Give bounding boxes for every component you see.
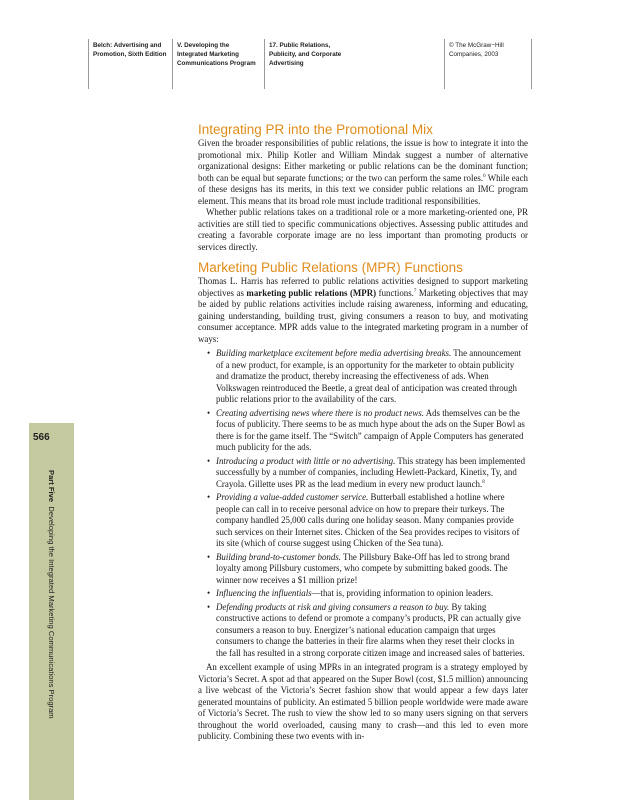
- bullet-text: By taking constructive actions to defend or promote a company’s products, PR can actually give consumers a reason to buy. Energizer’s national education campaign that urges consumers to change the batteries in their fire alarms when they reset their clocks in the fall has resulted in a strong corporate citizen image and increased sales of batteries.: [216, 601, 525, 658]
- bullet-text: Butterball established a hotline where people can call in to receive personal advice on how to prepare their turkeys. The company handled 25,000 calls during one holiday season. Many companies provide such services on their Internet sites. Chicken of the Sea provides recipes to visitors of its site (which of course suggest using Chicken of the Sea tuna).: [216, 492, 520, 548]
- bullet-title: Defending products at risk and giving consumers a reason to buy.: [216, 601, 450, 612]
- bullet-text: The Pillsbury Bake-Off has led to strong brand loyalty among Pillsbury customers, who compete by submitting baked goods. The winner now receives a $1 million prize!: [216, 551, 510, 585]
- bullet-title: Creating advertising news where there is no product news.: [216, 407, 424, 418]
- header-line: Belch: Advertising and: [93, 42, 162, 49]
- paragraph: [198, 276, 528, 345]
- bullet-title: Building marketplace excitement before media advertising breaks.: [216, 348, 452, 358]
- header-line: Promotion, Sixth Edition: [93, 51, 167, 58]
- bullet-text: Ads themselves can be the focus of publicity. There seems to be as much hype about the ads on the Super Bowl as there is for the game itself. The “Switch” campaign of Apple Computers has generated much publicity for the ads.: [216, 407, 525, 452]
- mpr-bullet-list: [198, 348, 528, 659]
- part-title: Developing the Integrated Marketing Communications Program: [47, 506, 56, 719]
- header-line: Advertising: [269, 60, 304, 67]
- key-term: marketing public relations (MPR): [246, 287, 377, 298]
- bullet-title: Influencing the influentials: [216, 588, 312, 598]
- header-line: Communications Program: [177, 60, 256, 67]
- header-line: Companies, 2003: [449, 51, 499, 58]
- header-line: V. Developing the: [177, 42, 230, 49]
- footnote-ref: 6: [483, 173, 486, 179]
- list-item: [216, 552, 528, 587]
- bullet-text: This strategy has been implemented successfully by a number of companies, including Hewlett-Packard, Kinetix, Ty, and Crayola. Gillette uses PR as the lead medium in every new product launch.: [216, 455, 526, 489]
- header-line: © The McGraw−Hill: [449, 42, 504, 49]
- list-item: [216, 408, 528, 454]
- bullet-text: The announcement of a new product, for example, is an opportunity for the marketer to obtain publicity and dramatize the product, thereby increasing the effectiveness of ads. When Volkswagen reintroduced the Beetle, a great deal of anticipation was created through public relations prior to the availability of the cars.: [216, 348, 522, 404]
- header-line: Publicity, and Corporate: [269, 51, 342, 58]
- header-line: 17. Public Relations,: [269, 42, 331, 49]
- page-number: 566: [33, 432, 50, 443]
- part-title-vertical: [47, 470, 56, 719]
- footnote-ref: 7: [413, 288, 417, 294]
- section-heading: Integrating PR into the Promotional Mix: [198, 122, 433, 137]
- section-heading: Marketing Public Relations (MPR) Functions: [198, 260, 463, 275]
- paragraph: Whether public relations takes on a traditional role or a more marketing-oriented one, PR activities are still tied to specific communications objectives. Assessing public attitudes and creating a favorable corporate image are no less important than promoting products or services directly.: [198, 207, 528, 252]
- part-label: Part Five: [47, 470, 56, 503]
- bullet-text: —that is, providing information to opinion leaders.: [311, 588, 494, 598]
- bullet-title: Providing a value-added customer service.: [216, 492, 369, 502]
- text-run: While each of these designs has its merits, in this text we consider public relations an IMC program element. This means that its broad role must include traditional responsibilities.: [198, 172, 528, 206]
- list-item: [216, 492, 528, 550]
- header-part-title: [172, 39, 264, 89]
- bullet-title: Introducing a product with little or no advertising.: [216, 455, 396, 466]
- list-item: [216, 602, 528, 660]
- text-run: Thomas L. Harris has referred to public relations activities designed to support marketing objectives as: [198, 276, 528, 298]
- list-item: [216, 588, 528, 600]
- bullet-title: Building brand-to-customer bonds.: [216, 551, 341, 562]
- footnote-ref: 8: [482, 479, 485, 485]
- page-body: [198, 121, 528, 743]
- text-run: Marketing objectives that may be aided by public relations activities include raising awareness, informing and educating, gaining understanding, building trust, giving consumers a reason to buy, and motivating consumer acceptance. MPR adds value to the integrated marketing program in a number of ways:: [198, 287, 529, 344]
- list-item: [216, 456, 528, 491]
- paragraph: An excellent example of using MPRs in an integrated program is a strategy employed by Victoria’s Secret. A spot ad that appeared on the Super Bowl (cost, $1.5 million) announcing a live webcast of the Victoria’s Secret fashion show that would appear a few days later generated mountains of publicity. An estimated 5 billion people worldwide were made aware of Victoria’s Secret. The rush to view the show led to so many users signing on that servers throughout the world overloaded, causing many to crash—and this led to even more publicity. Combining these two events with in-: [198, 662, 528, 741]
- header-book-title: [88, 39, 172, 89]
- running-header: [0, 39, 617, 89]
- paragraph: [198, 138, 528, 207]
- text-run: functions.: [376, 287, 414, 298]
- header-line: Integrated Marketing: [177, 51, 239, 58]
- text-run: Given the broader responsibilities of public relations, the issue is how to integrate it into the promotional mix. Philip Kotler and William Mindak suggest a number of alternative organizational designs: Either marketing or public relations can be the dominant function; both can be equal but separate functions; or the two can perform the same roles.: [198, 138, 528, 183]
- header-chapter-title: [264, 39, 444, 89]
- list-item: [216, 348, 528, 406]
- header-copyright: [444, 39, 532, 89]
